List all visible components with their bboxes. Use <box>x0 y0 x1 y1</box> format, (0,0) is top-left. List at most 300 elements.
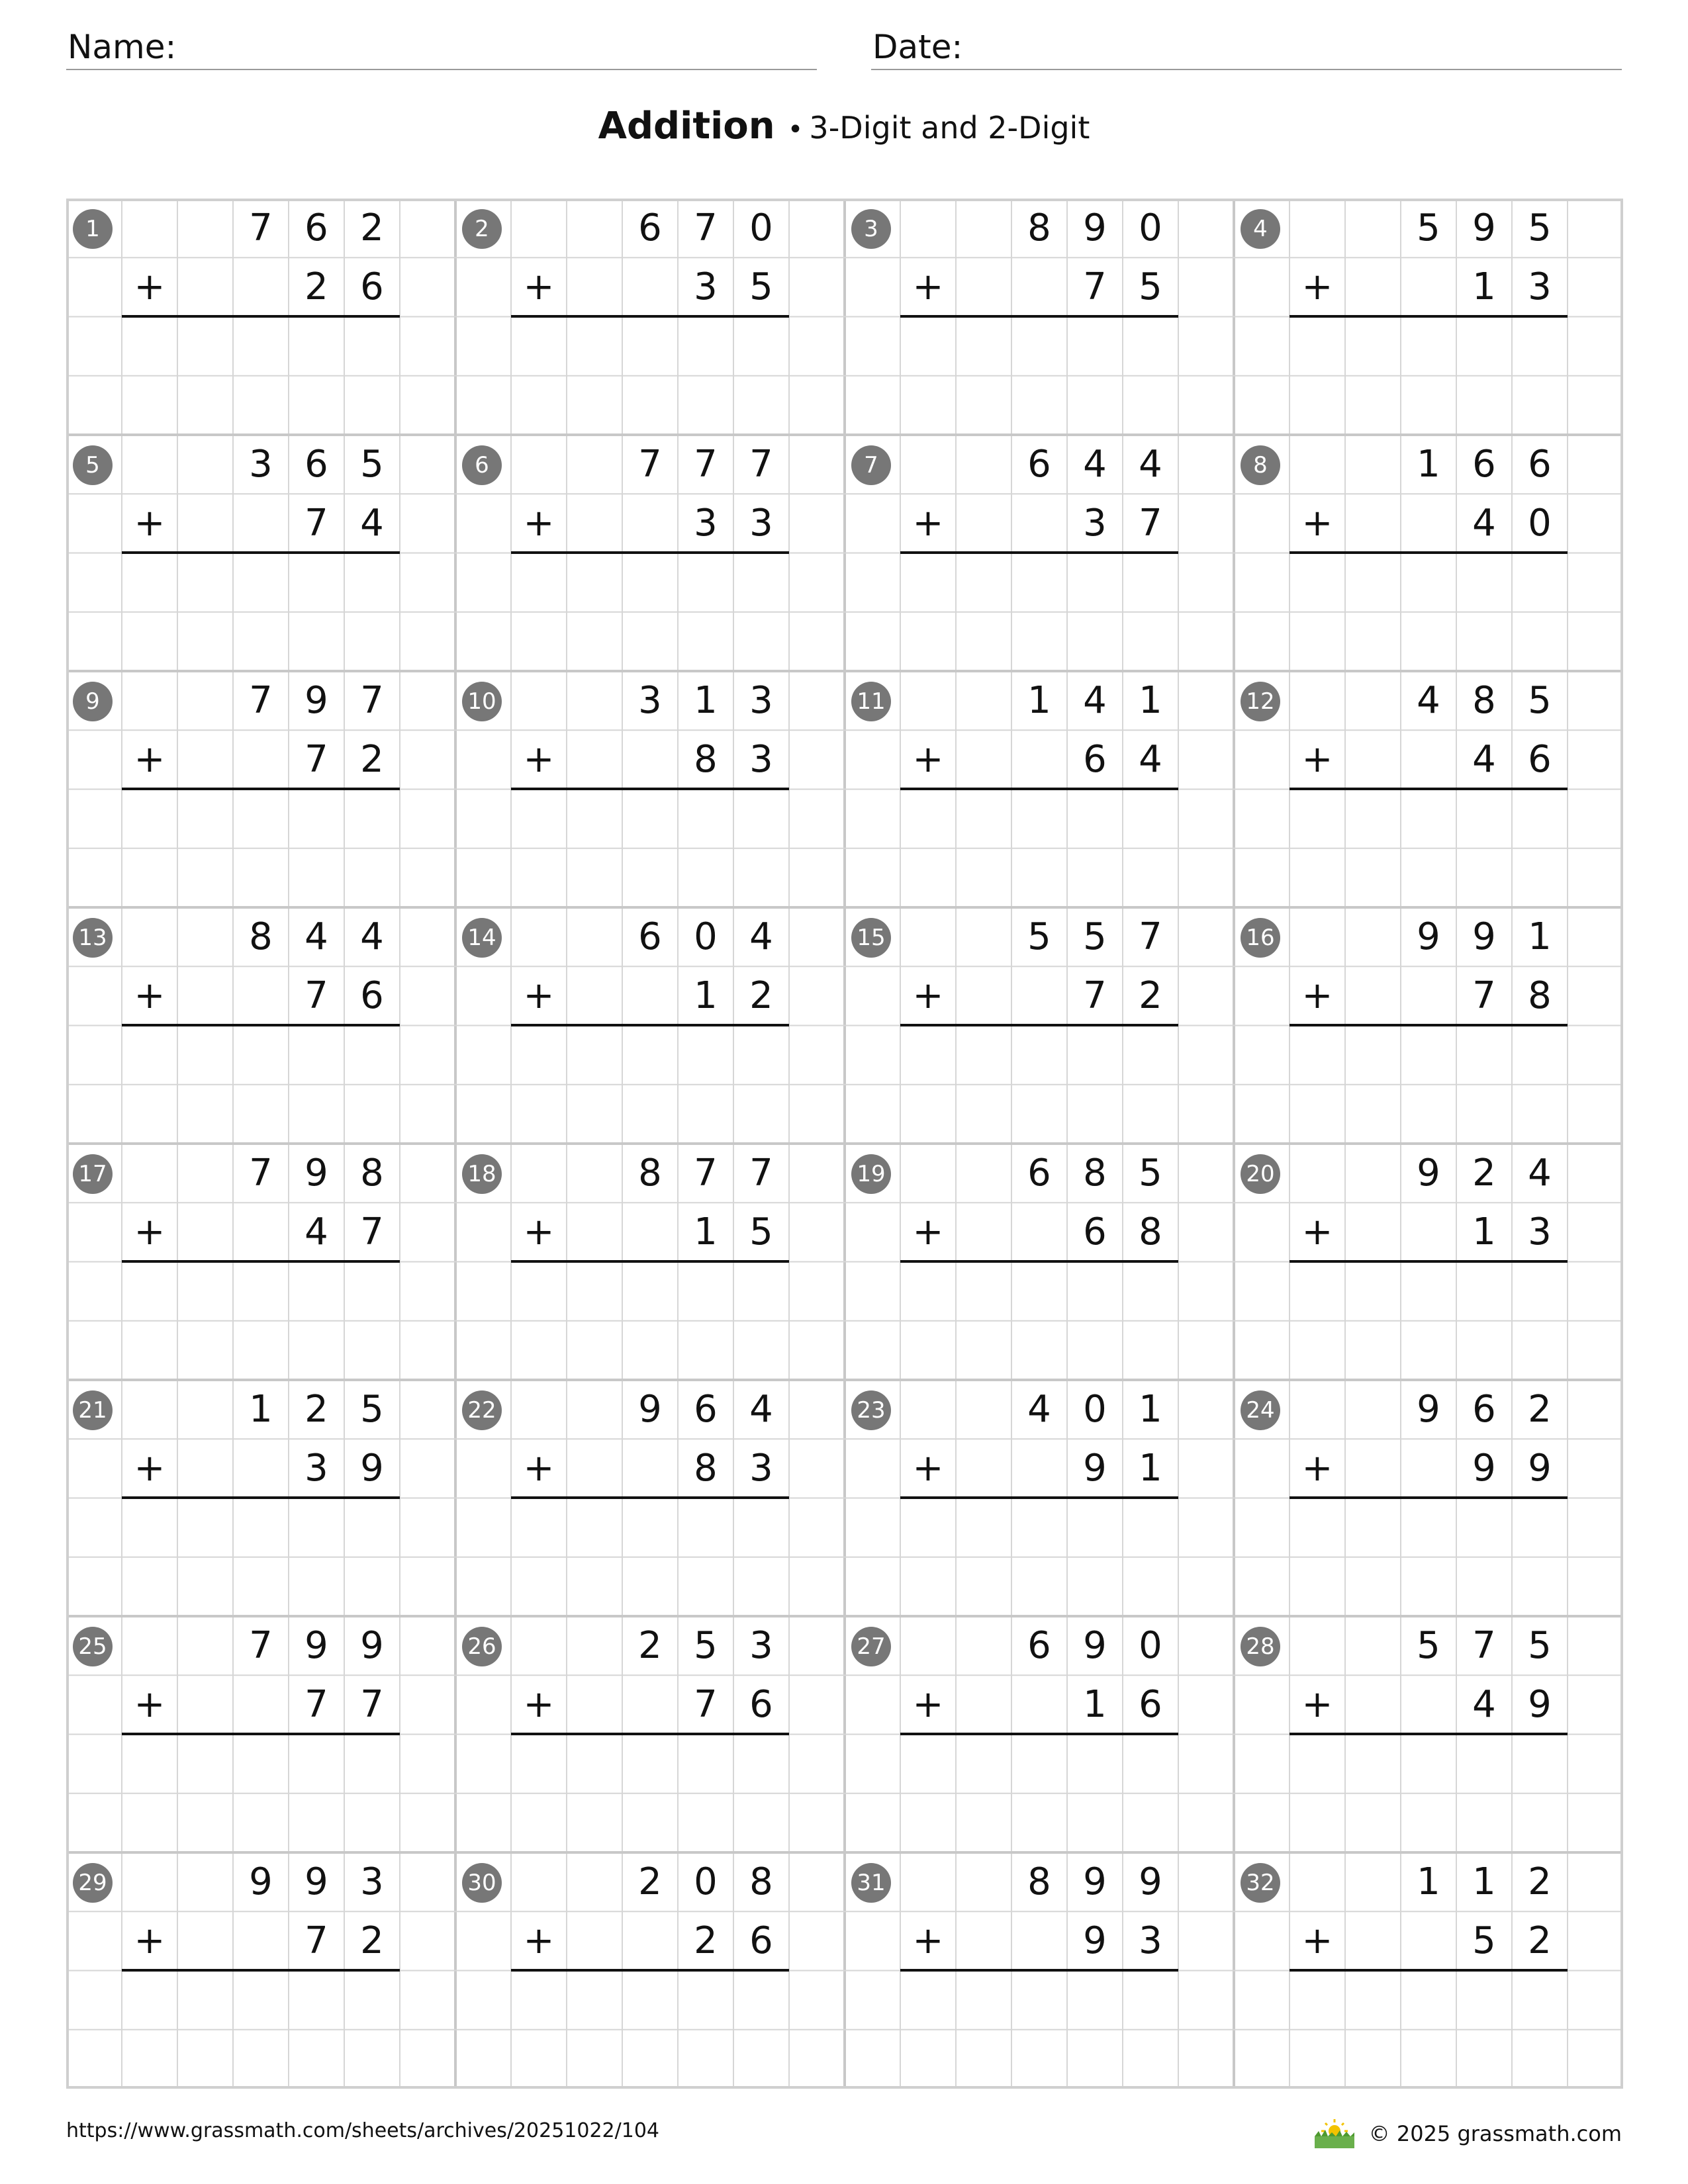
bottom-digit: 8 <box>694 738 718 782</box>
answer-area[interactable] <box>177 790 400 848</box>
plus-sign: + <box>134 1447 165 1490</box>
top-digit: 5 <box>1528 679 1552 722</box>
top-digit: 0 <box>694 915 718 958</box>
answer-area[interactable] <box>1345 1735 1568 1794</box>
plus-sign: + <box>523 974 555 1017</box>
top-digit: 7 <box>694 206 718 250</box>
problem-number-badge: 6 <box>462 445 502 485</box>
top-digit: 5 <box>694 1624 718 1667</box>
top-digit: 9 <box>305 1624 328 1667</box>
name-label: Name: <box>68 28 177 66</box>
top-digit: 5 <box>1528 206 1552 250</box>
plus-sign: + <box>912 265 944 308</box>
top-digit: 2 <box>638 1624 662 1667</box>
answer-area[interactable] <box>567 1262 789 1321</box>
answer-area[interactable] <box>567 1026 789 1085</box>
problem-number-badge: 16 <box>1241 918 1280 958</box>
top-digit: 5 <box>1417 206 1440 250</box>
problem-7 <box>845 435 1234 671</box>
answer-area[interactable] <box>956 790 1178 848</box>
bottom-digit: 5 <box>1472 1919 1496 1963</box>
top-digit: 9 <box>249 1860 273 1903</box>
top-digit: 6 <box>1472 1388 1496 1431</box>
problem-10 <box>455 671 845 907</box>
bottom-digit: 1 <box>1472 1210 1496 1254</box>
bottom-digit: 7 <box>305 738 328 782</box>
date-label: Date: <box>872 28 963 66</box>
problem-13 <box>66 907 455 1144</box>
bottom-digit: 4 <box>1139 738 1162 782</box>
worksheet-title <box>0 105 1688 148</box>
answer-area[interactable] <box>567 1498 789 1557</box>
bottom-digit: 2 <box>749 974 773 1018</box>
top-digit: 7 <box>1139 915 1162 958</box>
bottom-digit: 2 <box>1139 974 1162 1018</box>
bottom-digit: 4 <box>1472 738 1496 782</box>
top-digit: 7 <box>638 443 662 486</box>
problem-number-badge: 19 <box>851 1154 891 1194</box>
problem-29 <box>66 1852 455 2089</box>
bottom-digit: 9 <box>1083 1919 1107 1963</box>
top-digit: 6 <box>1472 443 1496 486</box>
top-digit: 7 <box>1472 1624 1496 1667</box>
top-digit: 4 <box>1139 443 1162 486</box>
bottom-digit: 6 <box>749 1683 773 1727</box>
bottom-digit: 4 <box>360 502 384 545</box>
plus-sign: + <box>1301 738 1333 781</box>
top-digit: 2 <box>360 206 384 250</box>
title-subtitle: 3-Digit and 2-Digit <box>809 110 1090 146</box>
top-digit: 6 <box>305 206 328 250</box>
answer-area[interactable] <box>1345 1026 1568 1085</box>
top-digit: 9 <box>1083 1860 1107 1903</box>
top-digit: 9 <box>1083 206 1107 250</box>
footer-url[interactable]: https://www.grassmath.com/sheets/archives/20251022/104 <box>66 2119 660 2142</box>
answer-area[interactable] <box>1345 1498 1568 1557</box>
top-digit: 5 <box>1139 1152 1162 1195</box>
answer-area[interactable] <box>956 553 1178 612</box>
problem-6 <box>455 435 845 671</box>
problem-number-badge: 21 <box>73 1390 113 1430</box>
top-digit: 2 <box>1472 1152 1496 1195</box>
bottom-digit: 6 <box>749 1919 773 1963</box>
answer-area[interactable] <box>1345 553 1568 612</box>
plus-sign: + <box>134 1210 165 1253</box>
problem-number-badge: 9 <box>73 682 113 721</box>
bottom-digit: 3 <box>305 1447 328 1490</box>
problem-4 <box>1234 199 1623 435</box>
problem-11 <box>845 671 1234 907</box>
problem-number-badge: 26 <box>462 1627 502 1666</box>
bottom-digit: 6 <box>360 265 384 309</box>
top-digit: 8 <box>1027 1860 1051 1903</box>
plus-sign: + <box>912 1447 944 1490</box>
plus-sign: + <box>134 738 165 781</box>
answer-area[interactable] <box>177 1262 400 1321</box>
top-digit: 4 <box>749 915 773 958</box>
bottom-digit: 4 <box>1472 502 1496 545</box>
problem-number-badge: 10 <box>462 682 502 721</box>
plus-sign: + <box>134 265 165 308</box>
answer-area[interactable] <box>956 1971 1178 2030</box>
problem-26 <box>455 1616 845 1852</box>
bottom-digit: 2 <box>1528 1919 1552 1963</box>
top-digit: 4 <box>1083 679 1107 722</box>
bottom-digit: 7 <box>305 1683 328 1727</box>
top-digit: 5 <box>1528 1624 1552 1667</box>
top-digit: 4 <box>749 1388 773 1431</box>
problem-3 <box>845 199 1234 435</box>
top-digit: 9 <box>1417 1152 1440 1195</box>
plus-sign: + <box>1301 1683 1333 1726</box>
top-digit: 8 <box>1027 206 1051 250</box>
problem-9 <box>66 671 455 907</box>
problem-2 <box>455 199 845 435</box>
problem-number-badge: 18 <box>462 1154 502 1194</box>
problem-number-badge: 15 <box>851 918 891 958</box>
problem-number-badge: 29 <box>73 1863 113 1903</box>
plus-sign: + <box>1301 502 1333 545</box>
bottom-digit: 7 <box>1083 974 1107 1018</box>
top-digit: 7 <box>249 1152 273 1195</box>
top-digit: 9 <box>305 679 328 722</box>
top-digit: 4 <box>1528 1152 1552 1195</box>
top-digit: 0 <box>749 206 773 250</box>
bottom-digit: 7 <box>1083 265 1107 309</box>
bottom-digit: 3 <box>694 265 718 309</box>
bottom-digit: 5 <box>749 265 773 309</box>
plus-sign: + <box>134 502 165 545</box>
problem-number-badge: 5 <box>73 445 113 485</box>
bottom-digit: 7 <box>305 502 328 545</box>
problem-number-badge: 27 <box>851 1627 891 1666</box>
bottom-digit: 2 <box>360 1919 384 1963</box>
top-digit: 6 <box>1528 443 1552 486</box>
problem-32 <box>1234 1852 1623 2089</box>
top-digit: 0 <box>1139 1624 1162 1667</box>
top-digit: 2 <box>638 1860 662 1903</box>
answer-area[interactable] <box>567 1735 789 1794</box>
bottom-digit: 3 <box>1139 1919 1162 1963</box>
top-digit: 9 <box>1472 206 1496 250</box>
plus-sign: + <box>134 1919 165 1962</box>
top-digit: 5 <box>1083 915 1107 958</box>
top-digit: 4 <box>1417 679 1440 722</box>
answer-area[interactable] <box>177 1971 400 2030</box>
bottom-digit: 4 <box>1472 1683 1496 1727</box>
top-digit: 6 <box>1027 443 1051 486</box>
bottom-digit: 1 <box>1139 1447 1162 1490</box>
top-digit: 6 <box>1027 1624 1051 1667</box>
problem-number-badge: 31 <box>851 1863 891 1903</box>
top-digit: 9 <box>1417 915 1440 958</box>
problem-19 <box>845 1144 1234 1380</box>
problem-16 <box>1234 907 1623 1144</box>
problem-21 <box>66 1380 455 1616</box>
bottom-digit: 2 <box>694 1919 718 1963</box>
bottom-digit: 6 <box>1139 1683 1162 1727</box>
plus-sign: + <box>1301 1919 1333 1962</box>
answer-area[interactable] <box>1345 1262 1568 1321</box>
top-digit: 1 <box>249 1388 273 1431</box>
bottom-digit: 3 <box>1528 1210 1552 1254</box>
answer-area[interactable] <box>177 317 400 376</box>
plus-sign: + <box>1301 974 1333 1017</box>
problem-5 <box>66 435 455 671</box>
problem-8 <box>1234 435 1623 671</box>
problem-28 <box>1234 1616 1623 1852</box>
problem-25 <box>66 1616 455 1852</box>
plus-sign: + <box>523 738 555 781</box>
plus-sign: + <box>912 1210 944 1253</box>
top-digit: 7 <box>360 679 384 722</box>
plus-sign: + <box>523 265 555 308</box>
top-digit: 1 <box>694 679 718 722</box>
plus-sign: + <box>912 502 944 545</box>
top-digit: 0 <box>1083 1388 1107 1431</box>
problem-number-badge: 13 <box>73 918 113 958</box>
top-digit: 5 <box>360 1388 384 1431</box>
plus-sign: + <box>912 1683 944 1726</box>
plus-sign: + <box>912 738 944 781</box>
top-digit: 7 <box>249 206 273 250</box>
top-digit: 2 <box>305 1388 328 1431</box>
top-digit: 4 <box>305 915 328 958</box>
top-digit: 5 <box>1417 1624 1440 1667</box>
top-digit: 1 <box>1417 1860 1440 1903</box>
top-digit: 9 <box>1472 915 1496 958</box>
top-digit: 3 <box>638 679 662 722</box>
bottom-digit: 7 <box>1472 974 1496 1018</box>
problem-1 <box>66 199 455 435</box>
bottom-digit: 9 <box>1472 1447 1496 1490</box>
bottom-digit: 2 <box>305 265 328 309</box>
top-digit: 6 <box>638 915 662 958</box>
bottom-digit: 7 <box>360 1210 384 1254</box>
top-digit: 9 <box>305 1860 328 1903</box>
bottom-digit: 1 <box>694 1210 718 1254</box>
top-digit: 8 <box>638 1152 662 1195</box>
top-digit: 1 <box>1472 1860 1496 1903</box>
problem-number-badge: 17 <box>73 1154 113 1194</box>
top-digit: 4 <box>1083 443 1107 486</box>
bottom-digit: 3 <box>749 1447 773 1490</box>
problem-number-badge: 12 <box>1241 682 1280 721</box>
bottom-digit: 6 <box>360 974 384 1018</box>
top-digit: 7 <box>749 1152 773 1195</box>
bottom-digit: 5 <box>1139 265 1162 309</box>
bottom-digit: 9 <box>1528 1683 1552 1727</box>
top-digit: 9 <box>360 1624 384 1667</box>
problem-27 <box>845 1616 1234 1852</box>
top-digit: 9 <box>638 1388 662 1431</box>
answer-area[interactable] <box>956 1026 1178 1085</box>
problem-30 <box>455 1852 845 2089</box>
problem-number-badge: 8 <box>1241 445 1280 485</box>
top-digit: 9 <box>1417 1388 1440 1431</box>
problem-number-badge: 30 <box>462 1863 502 1903</box>
answer-area[interactable] <box>177 1026 400 1085</box>
top-digit: 8 <box>360 1152 384 1195</box>
top-digit: 2 <box>1528 1388 1552 1431</box>
plus-sign: + <box>912 974 944 1017</box>
problem-number-badge: 22 <box>462 1390 502 1430</box>
bottom-digit: 7 <box>360 1683 384 1727</box>
top-digit: 7 <box>749 443 773 486</box>
bottom-digit: 3 <box>694 502 718 545</box>
problem-number-badge: 14 <box>462 918 502 958</box>
answer-area[interactable] <box>567 553 789 612</box>
plus-sign: + <box>523 1210 555 1253</box>
top-digit: 3 <box>360 1860 384 1903</box>
top-digit: 7 <box>249 679 273 722</box>
answer-area[interactable] <box>567 1971 789 2030</box>
top-digit: 6 <box>1027 1152 1051 1195</box>
bottom-digit: 1 <box>1083 1683 1107 1727</box>
footer-brand <box>1313 2118 1622 2150</box>
top-digit: 9 <box>1139 1860 1162 1903</box>
problem-number-badge: 24 <box>1241 1390 1280 1430</box>
problem-number-badge: 11 <box>851 682 891 721</box>
top-digit: 5 <box>360 443 384 486</box>
top-digit: 0 <box>1139 206 1162 250</box>
problem-18 <box>455 1144 845 1380</box>
problem-number-badge: 1 <box>73 209 113 249</box>
problem-number-badge: 23 <box>851 1390 891 1430</box>
problem-number-badge: 28 <box>1241 1627 1280 1666</box>
bottom-digit: 3 <box>1528 265 1552 309</box>
top-digit: 3 <box>249 443 273 486</box>
footer-copyright: © 2025 grassmath.com <box>1368 2121 1622 2146</box>
answer-area[interactable] <box>956 1735 1178 1794</box>
top-digit: 1 <box>1027 679 1051 722</box>
bottom-digit: 7 <box>1139 502 1162 545</box>
plus-sign: + <box>1301 1447 1333 1490</box>
problem-23 <box>845 1380 1234 1616</box>
top-digit: 3 <box>749 1624 773 1667</box>
top-digit: 6 <box>694 1388 718 1431</box>
bottom-digit: 1 <box>1472 265 1496 309</box>
top-digit: 0 <box>694 1860 718 1903</box>
problem-31 <box>845 1852 1234 2089</box>
top-digit: 3 <box>749 679 773 722</box>
top-digit: 1 <box>1417 443 1440 486</box>
problem-number-badge: 25 <box>73 1627 113 1666</box>
problem-number-badge: 4 <box>1241 209 1280 249</box>
problem-22 <box>455 1380 845 1616</box>
grass-sun-logo-icon <box>1313 2118 1356 2150</box>
answer-area[interactable] <box>956 1262 1178 1321</box>
answer-area[interactable] <box>567 790 789 848</box>
bottom-digit: 7 <box>305 974 328 1018</box>
bottom-digit: 2 <box>360 738 384 782</box>
top-digit: 8 <box>1472 679 1496 722</box>
bottom-digit: 7 <box>694 1683 718 1727</box>
plus-sign: + <box>523 502 555 545</box>
bottom-digit: 6 <box>1083 738 1107 782</box>
bottom-digit: 0 <box>1528 502 1552 545</box>
bottom-digit: 3 <box>749 502 773 545</box>
problem-20 <box>1234 1144 1623 1380</box>
name-field[interactable] <box>66 26 817 70</box>
bottom-digit: 5 <box>749 1210 773 1254</box>
answer-area[interactable] <box>1345 317 1568 376</box>
problem-24 <box>1234 1380 1623 1616</box>
plus-sign: + <box>523 1447 555 1490</box>
problem-number-badge: 3 <box>851 209 891 249</box>
problem-number-badge: 7 <box>851 445 891 485</box>
plus-sign: + <box>1301 1210 1333 1253</box>
plus-sign: + <box>912 1919 944 1962</box>
bottom-digit: 9 <box>1083 1447 1107 1490</box>
top-digit: 1 <box>1139 679 1162 722</box>
top-digit: 4 <box>360 915 384 958</box>
top-digit: 6 <box>638 206 662 250</box>
top-digit: 1 <box>1528 915 1552 958</box>
problem-12 <box>1234 671 1623 907</box>
title-separator: • <box>787 114 804 145</box>
top-digit: 9 <box>1083 1624 1107 1667</box>
date-field[interactable] <box>871 26 1622 70</box>
top-digit: 9 <box>305 1152 328 1195</box>
answer-area[interactable] <box>177 1735 400 1794</box>
top-digit: 6 <box>305 443 328 486</box>
answer-area[interactable] <box>956 317 1178 376</box>
problem-number-badge: 2 <box>462 209 502 249</box>
bottom-digit: 8 <box>1528 974 1552 1018</box>
top-digit: 7 <box>694 1152 718 1195</box>
problem-14 <box>455 907 845 1144</box>
top-digit: 4 <box>1027 1388 1051 1431</box>
bottom-digit: 6 <box>1083 1210 1107 1254</box>
problem-15 <box>845 907 1234 1144</box>
title-main: Addition <box>598 105 775 148</box>
plus-sign: + <box>134 974 165 1017</box>
problem-number-badge: 32 <box>1241 1863 1280 1903</box>
answer-area[interactable] <box>177 1498 400 1557</box>
problem-number-badge: 20 <box>1241 1154 1280 1194</box>
bottom-digit: 6 <box>1528 738 1552 782</box>
problem-17 <box>66 1144 455 1380</box>
bottom-digit: 8 <box>1139 1210 1162 1254</box>
plus-sign: + <box>523 1683 555 1726</box>
plus-sign: + <box>1301 265 1333 308</box>
answer-area[interactable] <box>177 553 400 612</box>
top-digit: 7 <box>694 443 718 486</box>
top-digit: 7 <box>249 1624 273 1667</box>
bottom-digit: 3 <box>749 738 773 782</box>
answer-area[interactable] <box>956 1498 1178 1557</box>
top-digit: 2 <box>1528 1860 1552 1903</box>
bottom-digit: 8 <box>694 1447 718 1490</box>
bottom-digit: 3 <box>1083 502 1107 545</box>
top-digit: 8 <box>1083 1152 1107 1195</box>
top-digit: 8 <box>249 915 273 958</box>
answer-area[interactable] <box>1345 790 1568 848</box>
answer-area[interactable] <box>1345 1971 1568 2030</box>
plus-sign: + <box>134 1683 165 1726</box>
answer-area[interactable] <box>567 317 789 376</box>
bottom-digit: 9 <box>360 1447 384 1490</box>
top-digit: 5 <box>1027 915 1051 958</box>
top-digit: 1 <box>1139 1388 1162 1431</box>
bottom-digit: 9 <box>1528 1447 1552 1490</box>
bottom-digit: 1 <box>694 974 718 1018</box>
bottom-digit: 4 <box>305 1210 328 1254</box>
plus-sign: + <box>523 1919 555 1962</box>
bottom-digit: 7 <box>305 1919 328 1963</box>
top-digit: 8 <box>749 1860 773 1903</box>
